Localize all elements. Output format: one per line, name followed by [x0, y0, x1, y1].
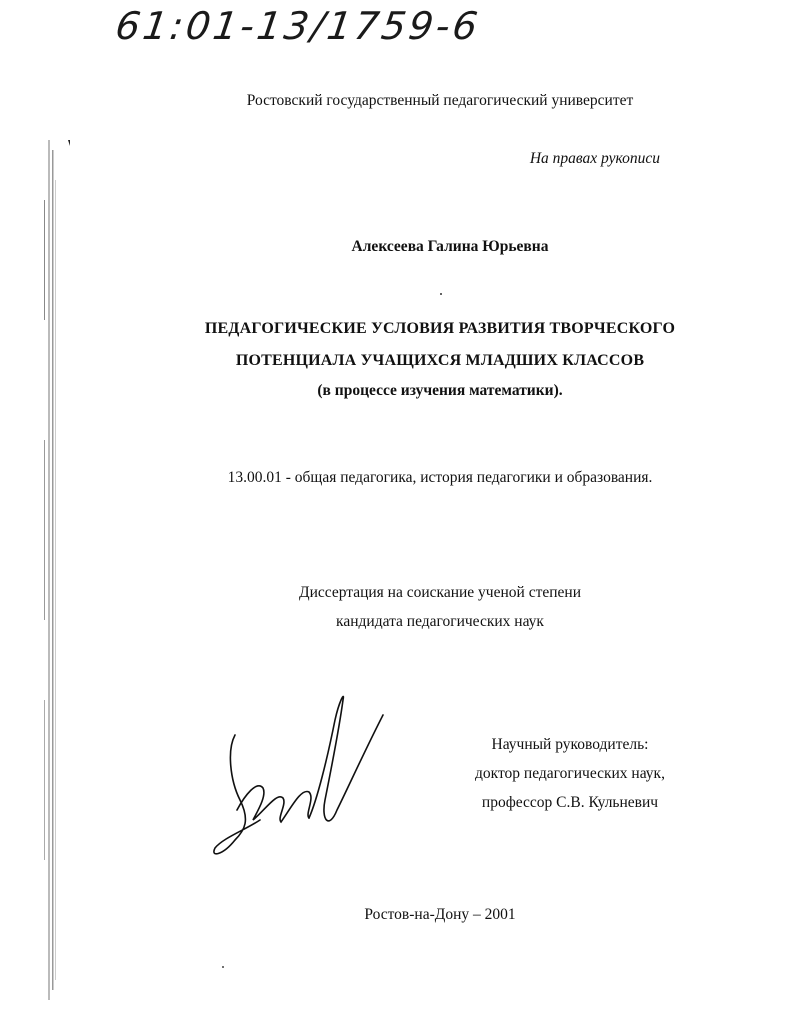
dissertation-line-1: Диссертация на соискание ученой степени	[299, 584, 581, 601]
manuscript-note: На правах рукописи	[529, 150, 660, 167]
author-name: Алексеева Галина Юрьевна	[351, 238, 549, 255]
advisor-block	[450, 730, 690, 817]
advisor-name: профессор С.В. Кульневич	[481, 794, 659, 811]
advisor-role: Научный руководитель:	[491, 736, 649, 753]
registry-code: 61:01-13/1759-6	[112, 4, 484, 48]
author-signature	[205, 680, 395, 870]
dissertation-line-2: кандидата педагогических наук	[336, 613, 544, 630]
scan-speck	[222, 966, 224, 968]
scan-speck	[440, 293, 442, 295]
university-name: Ростовский государственный педагогический университет	[246, 92, 634, 109]
title-line-1: ПЕДАГОГИЧЕСКИЕ УСЛОВИЯ РАЗВИТИЯ ТВОРЧЕСКОГО	[204, 320, 676, 337]
specialty-code: 13.00.01 - общая педагогика, история педагогики и образования.	[227, 469, 653, 486]
advisor-degree: доктор педагогических наук,	[475, 765, 665, 782]
title-line-2: ПОТЕНЦИАЛА УЧАЩИХСЯ МЛАДШИХ КЛАССОВ	[235, 352, 645, 369]
city-year: Ростов-на-Дону – 2001	[364, 906, 516, 923]
title-subtitle: (в процессе изучения математики).	[317, 382, 563, 399]
scan-edge-artifact	[40, 140, 70, 1000]
